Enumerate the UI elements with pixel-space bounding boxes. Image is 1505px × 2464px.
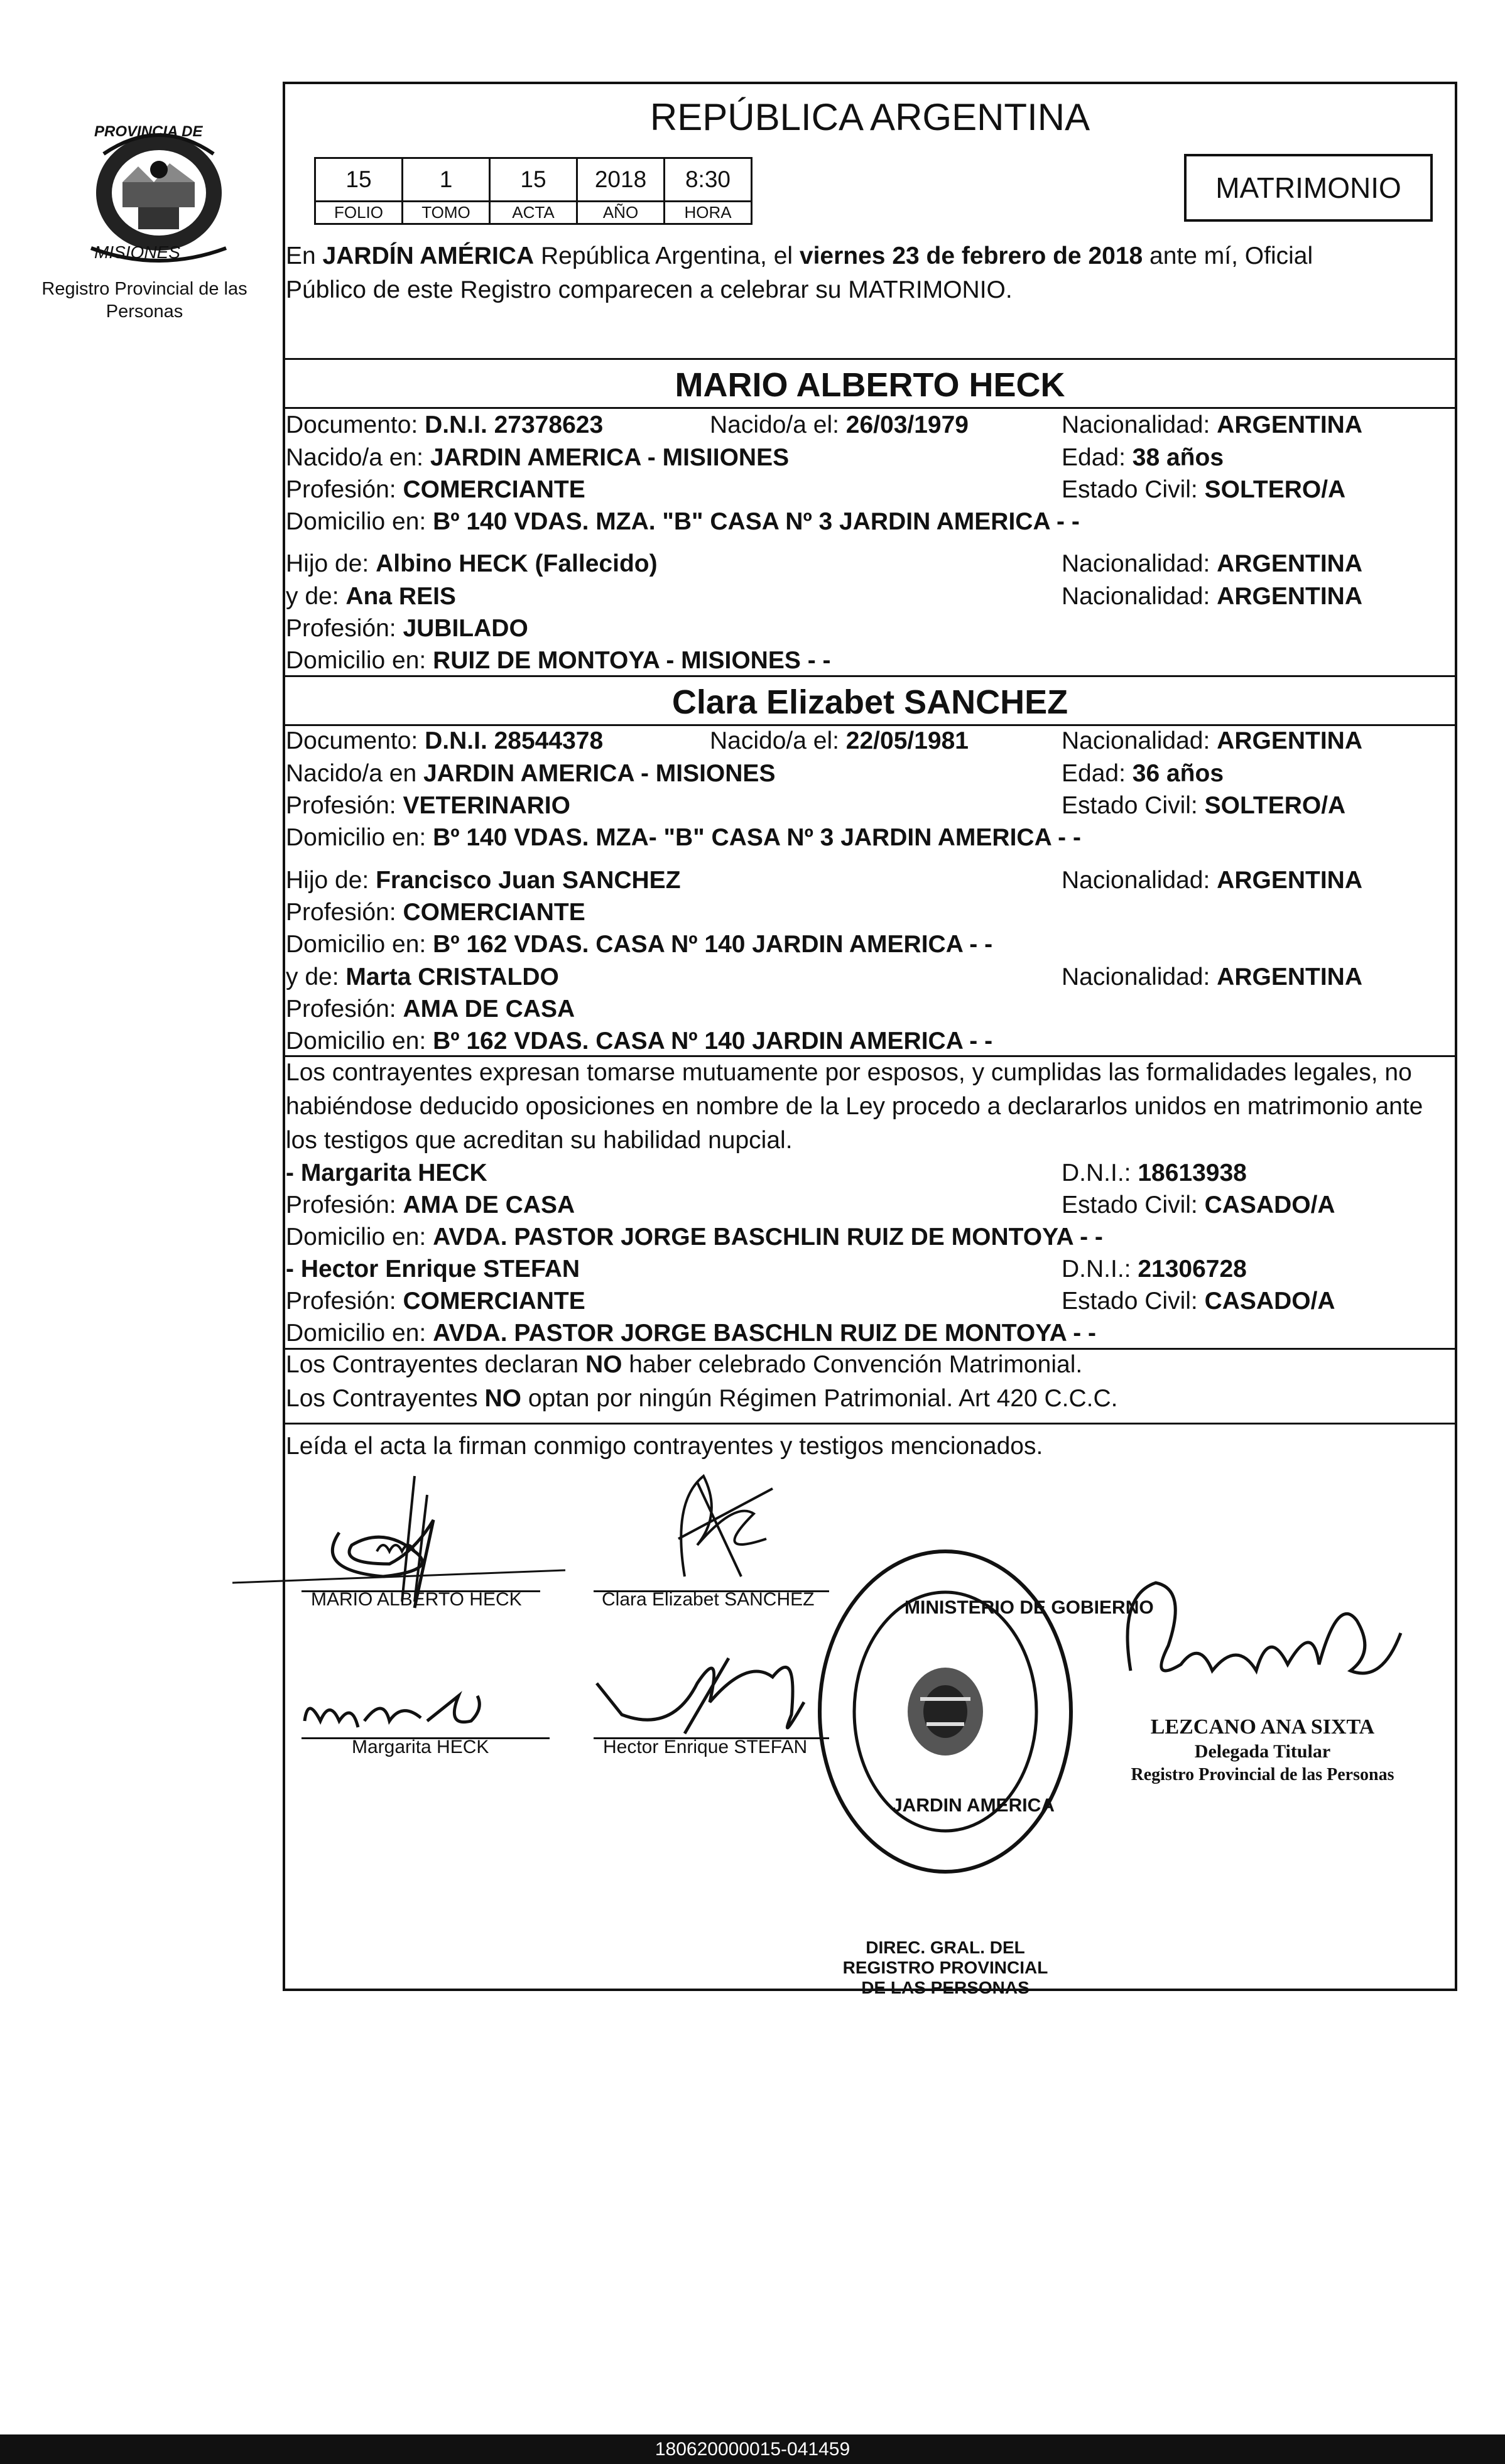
folio-value: 15	[315, 158, 403, 202]
groom-parents-address: Domicilio en: RUIZ DE MONTOYA - MISIONES - -	[286, 647, 831, 674]
bride-father-profession: Profesión: COMERCIANTE	[286, 899, 585, 926]
bride-civil-status: Estado Civil: SOLTERO/A	[1062, 792, 1346, 819]
intro-line-1: En JARDÍN AMÉRICA República Argentina, el viernes 23 de febrero de 2018 ante mí, Oficial	[286, 242, 1313, 269]
intro-line-2: Público de este Registro comparecen a celebrar su MATRIMONIO.	[286, 276, 1013, 303]
year-value: 2018	[577, 158, 665, 202]
tomo-value: 1	[403, 158, 490, 202]
bride-profession: Profesión: VETERINARIO	[286, 792, 570, 819]
groom-birth-date: Nacido/a el: 26/03/1979	[710, 411, 969, 438]
hour-value: 8:30	[665, 158, 752, 202]
seal-outer-text: DIREC. GRAL. DEL REGISTRO PROVINCIAL DE LAS PERSONAS	[842, 1938, 1048, 1997]
registry-round-seal	[807, 1542, 1084, 1881]
convention-line-1: Los Contrayentes declaran NO haber celebrado Convención Matrimonial.	[286, 1351, 1083, 1378]
acta-value: 15	[490, 158, 577, 202]
acta-label: ACTA	[490, 202, 577, 224]
groom-profession: Profesión: COMERCIANTE	[286, 476, 585, 503]
bride-address: Domicilio en: Bº 140 VDAS. MZA- "B" CASA Nº 3 JARDIN AMERICA - -	[286, 824, 1081, 851]
bride-mother: y de: Marta CRISTALDO	[286, 963, 559, 990]
bride-father: Hijo de: Francisco Juan SANCHEZ	[286, 867, 681, 894]
tomo-label: TOMO	[403, 202, 490, 224]
groom-birth-place: Nacido/a en: JARDIN AMERICA - MISIIONES	[286, 444, 790, 471]
divider	[284, 358, 1456, 360]
bride-father-address: Domicilio en: Bº 162 VDAS. CASA Nº 140 JARDIN AMERICA - -	[286, 931, 993, 958]
folio-table	[314, 157, 752, 225]
bride-name: Clara Elizabet SANCHEZ	[671, 683, 1068, 721]
bride-mother-address: Domicilio en: Bº 162 VDAS. CASA Nº 140 JARDIN AMERICA - -	[286, 1028, 993, 1055]
witness-2-profession: Profesión: COMERCIANTE	[286, 1288, 585, 1315]
witness-2-signature-label: Hector Enrique STEFAN	[603, 1737, 808, 1757]
witness-1-dni: D.N.I.: 18613938	[1062, 1159, 1247, 1186]
groom-name: MARIO ALBERTO HECK	[675, 366, 1065, 404]
divider	[284, 1055, 1456, 1057]
seal-place-text: JARDIN AMERICA	[892, 1795, 1055, 1816]
groom-father-nationality: Nacionalidad: ARGENTINA	[1062, 550, 1363, 577]
witness-1-profession: Profesión: AMA DE CASA	[286, 1191, 575, 1218]
declaration-line-1: Los contrayentes expresan tomarse mutuamente por esposos, y cumplidas las formalidades legales, no	[286, 1059, 1412, 1086]
declaration-line-3: los testigos que acreditan su habilidad nupcial.	[286, 1127, 793, 1154]
groom-civil-status: Estado Civil: SOLTERO/A	[1062, 476, 1346, 503]
groom-mother-nationality: Nacionalidad: ARGENTINA	[1062, 583, 1363, 610]
groom-signature-label: MARIO ALBERTO HECK	[311, 1589, 522, 1610]
bride-nationality: Nacionalidad: ARGENTINA	[1062, 727, 1363, 754]
witness-2-civil-status: Estado Civil: CASADO/A	[1062, 1288, 1335, 1315]
document-type-box: MATRIMONIO	[1184, 154, 1433, 222]
page-title: REPÚBLICA ARGENTINA	[649, 96, 1090, 138]
witness-2-address: Domicilio en: AVDA. PASTOR JORGE BASCHLN RUIZ DE MONTOYA - -	[286, 1320, 1097, 1347]
bride-age: Edad: 36 años	[1062, 760, 1224, 787]
groom-nationality: Nacionalidad: ARGENTINA	[1062, 411, 1363, 438]
bride-birth-date: Nacido/a el: 22/05/1981	[710, 727, 969, 754]
groom-age: Edad: 38 años	[1062, 444, 1224, 471]
official-name: LEZCANO ANA SIXTA	[1150, 1715, 1375, 1739]
divider	[284, 1423, 1456, 1425]
groom-parents-profession: Profesión: JUBILADO	[286, 615, 528, 642]
groom-document: Documento: D.N.I. 27378623	[286, 411, 604, 438]
seal-inner-text: MINISTERIO DE GOBIERNO	[905, 1597, 1154, 1618]
divider	[284, 407, 1456, 409]
folio-label: FOLIO	[315, 202, 403, 224]
witness-1-civil-status: Estado Civil: CASADO/A	[1062, 1191, 1335, 1218]
bride-signature-label: Clara Elizabet SANCHEZ	[602, 1589, 815, 1610]
seal-ring-text-top: PROVINCIA DE	[94, 123, 203, 140]
hour-label: HORA	[665, 202, 752, 224]
official-office: Registro Provincial de las Personas	[1131, 1765, 1394, 1784]
witness-2-name: - Hector Enrique STEFAN	[286, 1256, 580, 1283]
groom-mother: y de: Ana REIS	[286, 583, 456, 610]
convention-line-2: Los Contrayentes NO optan por ningún Régimen Patrimonial. Art 420 C.C.C.	[286, 1385, 1118, 1412]
witness-1-address: Domicilio en: AVDA. PASTOR JORGE BASCHLIN RUIZ DE MONTOYA - -	[286, 1224, 1103, 1251]
witness-1-name: - Margarita HECK	[286, 1159, 487, 1186]
bride-mother-profession: Profesión: AMA DE CASA	[286, 996, 575, 1023]
official-role: Delegada Titular	[1194, 1741, 1331, 1762]
bride-document: Documento: D.N.I. 28544378	[286, 727, 604, 754]
divider	[284, 724, 1456, 726]
seal-caption: Registro Provincial de las Personas	[41, 279, 247, 322]
closing-statement: Leída el acta la firman conmigo contrayentes y testigos mencionados.	[286, 1433, 1043, 1460]
footer-code: 180620000015-041459	[655, 2439, 850, 2460]
witness-1-signature-label: Margarita HECK	[352, 1737, 489, 1757]
divider	[284, 675, 1456, 677]
divider	[284, 1348, 1456, 1350]
groom-address: Domicilio en: Bº 140 VDAS. MZA. "B" CASA Nº 3 JARDIN AMERICA - -	[286, 508, 1080, 535]
year-label: AÑO	[577, 202, 665, 224]
official-signature	[1112, 1570, 1413, 1721]
groom-father: Hijo de: Albino HECK (Fallecido)	[286, 550, 658, 577]
witness-2-dni: D.N.I.: 21306728	[1062, 1256, 1247, 1283]
seal-ring-text-bottom: MISIONES	[94, 242, 180, 262]
bride-birth-place: Nacido/a en JARDIN AMERICA - MISIONES	[286, 760, 776, 787]
bride-signature	[647, 1463, 810, 1595]
declaration-line-2: habiéndose deducido oposiciones en nombre de la Ley procedo a declararlos unidos en matrimonio ante	[286, 1093, 1423, 1120]
bride-father-nationality: Nacionalidad: ARGENTINA	[1062, 867, 1363, 894]
bride-mother-nationality: Nacionalidad: ARGENTINA	[1062, 963, 1363, 990]
